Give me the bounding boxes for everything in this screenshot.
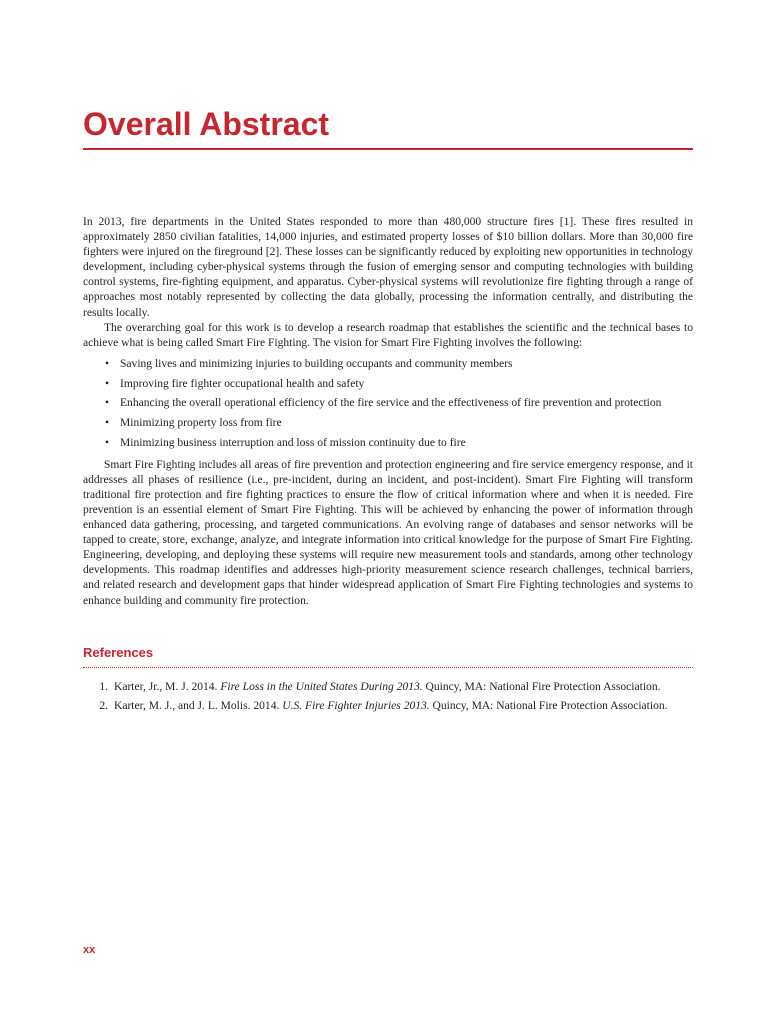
list-item bbox=[105, 416, 693, 431]
list-item-text: Saving lives and minimizing injuries to building occupants and community members bbox=[120, 357, 513, 370]
paragraph-intro: In 2013, fire departments in the United States responded to more than 480,000 structure fires [1]. These fires resulted in approximately 2850 civilian fatalities, 14,000 injuries, and estimated property losses of $10 billion dollars. More than 30,000 fire fighters were injured on the fireground [2]. These losses can be significantly reduced by exploiting new opportunities in technology development, including cyber-physical systems through the fusion of emerging sensor and computing technologies with building control systems, fire-fighting equipment, and apparatus. Cyber-physical systems will revolutionize fire fighting through a range of approaches most notably represented by collecting the data globally, processing the information centrally, and distributing the results locally. bbox=[83, 216, 693, 319]
list-item bbox=[105, 357, 693, 372]
page-title: Overall Abstract bbox=[83, 106, 330, 142]
reference-title: Fire Loss in the United States During 2013. bbox=[220, 681, 423, 693]
paragraph-description: Smart Fire Fighting includes all areas of fire prevention and protection engineering and fire service emergency response, and it addresses all phases of resilience (i.e., pre-incident, during an incident, and post-incident). Smart Fire Fighting will transform traditional fire protection and fire fighting practices to ensure the flow of critical information where and when it is needed. Fire prevention is an essential element of Smart Fire Fighting. This will be achieved by enhancing the power of information through enhanced data gathering, processing, and targeted communications. An evolving range of databases and sensor networks will be tapped to create, store, exchange, analyze, and integrate information into critical knowledge for the purpose of Smart Fire Fighting. Engineering, developing, and deploying these systems will require new measurement tools and standards, among other technology developments. This roadmap identifies and addresses high-priority measurement science research challenges, technical barriers, and related research and development gaps that hinder widespread application of Smart Fire Fighting technologies and systems to enhance building and community fire protection. bbox=[83, 458, 693, 607]
abstract-body bbox=[83, 215, 693, 609]
reference-item bbox=[83, 680, 703, 695]
reference-authors: Karter, Jr., M. J. 2014. bbox=[114, 681, 221, 693]
paragraph-goal: The overarching goal for this work is to develop a research roadmap that establishes the scientific and the technical bases to achieve what is being called Smart Fire Fighting. The vision for Smart Fire Fighting involves the following: bbox=[83, 321, 693, 349]
reference-authors: Karter, M. J., and J. L. Molis. 2014. bbox=[114, 699, 283, 712]
bullet-icon: • bbox=[105, 397, 110, 410]
title-rule bbox=[83, 148, 693, 150]
list-item-text: Enhancing the overall operational efficiency of the fire service and the effectiveness of fire prevention and protection bbox=[120, 397, 662, 410]
references-heading: References bbox=[83, 645, 154, 660]
page-number: xx bbox=[83, 944, 96, 956]
reference-item bbox=[83, 699, 703, 714]
bullet-icon: • bbox=[105, 436, 110, 449]
references-list bbox=[83, 680, 703, 717]
list-item-text: Minimizing property loss from fire bbox=[120, 416, 282, 429]
list-item bbox=[105, 396, 693, 411]
reference-number: 2. bbox=[99, 699, 108, 712]
bullet-icon: • bbox=[105, 377, 110, 390]
vision-list bbox=[83, 357, 693, 451]
references-rule bbox=[83, 667, 693, 668]
list-item-text: Improving fire fighter occupational health and safety bbox=[120, 377, 365, 390]
reference-title: U.S. Fire Fighter Injuries 2013. bbox=[282, 699, 430, 712]
list-item bbox=[105, 436, 693, 451]
bullet-icon: • bbox=[105, 357, 110, 370]
bullet-icon: • bbox=[105, 416, 110, 429]
reference-number: 1. bbox=[99, 681, 108, 693]
reference-publisher: Quincy, MA: National Fire Protection Association. bbox=[422, 681, 661, 693]
reference-publisher: Quincy, MA: National Fire Protection Association. bbox=[429, 699, 668, 712]
list-item-text: Minimizing business interruption and loss of mission continuity due to fire bbox=[120, 436, 466, 449]
list-item bbox=[105, 377, 693, 392]
